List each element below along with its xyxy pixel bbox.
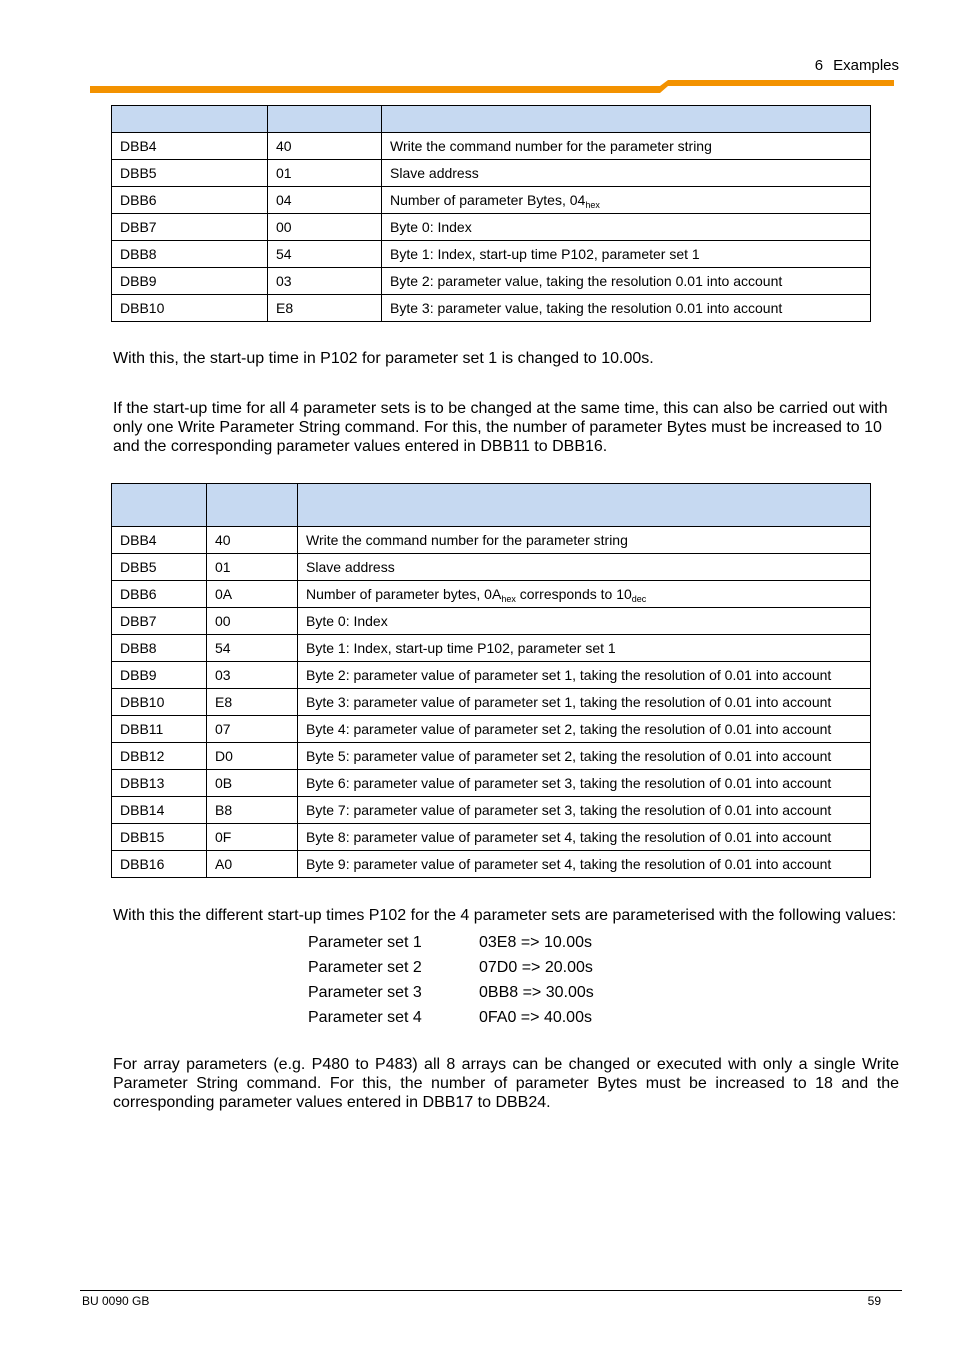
description-text: Byte 6: parameter value of parameter set 3, taking the resolution of 0.01 into account (306, 775, 832, 791)
byte-cell: DBB10 (112, 295, 268, 322)
footer-divider (80, 1290, 902, 1291)
description-cell (298, 797, 871, 824)
value-cell: 54 (207, 635, 298, 662)
description-text: Write the command number for the parameter string (390, 138, 712, 154)
value-cell: 00 (268, 214, 382, 241)
table-row (112, 608, 871, 635)
description-cell (382, 268, 871, 295)
table-row (112, 770, 871, 797)
description-cell (298, 608, 871, 635)
byte-cell: DBB7 (112, 214, 268, 241)
page-number: 59 (867, 1294, 881, 1308)
description-cell (382, 214, 871, 241)
byte-cell: DBB12 (112, 743, 207, 770)
table-row (112, 743, 871, 770)
paragraph-4: For array parameters (e.g. P480 to P483) all 8 arrays can be changed or executed with only a single Write Parameter String command. For this, the number of parameter Bytes must be increased to 18 and the corresponding parameter values entered in DBB17 to DBB24. (113, 1056, 899, 1111)
byte-cell: DBB7 (112, 608, 207, 635)
description-text: Number of parameter Bytes, 04 (390, 192, 586, 208)
description-text: Byte 1: Index, start-up time P102, parameter set 1 (390, 246, 700, 262)
table-row (112, 716, 871, 743)
value-cell: 0F (207, 824, 298, 851)
description-text: Byte 0: Index (390, 219, 472, 235)
description-text: Byte 7: parameter value of parameter set 3, taking the resolution of 0.01 into account (306, 802, 832, 818)
parameter-value-row (308, 955, 594, 980)
header-accent-bar (0, 0, 954, 100)
description-cell (382, 160, 871, 187)
description-cell (298, 581, 871, 608)
description-text: Byte 2: parameter value, taking the resolution 0.01 into account (390, 273, 783, 289)
description-text: Byte 4: parameter value of parameter set 2, taking the resolution of 0.01 into account (306, 721, 832, 737)
table-row (112, 241, 871, 268)
byte-cell: DBB14 (112, 797, 207, 824)
byte-cell: DBB15 (112, 824, 207, 851)
byte-cell: DBB8 (112, 635, 207, 662)
description-text: Write the command number for the parameter string (306, 532, 628, 548)
description-cell (382, 295, 871, 322)
value-cell: E8 (268, 295, 382, 322)
table-row (112, 160, 871, 187)
byte-cell: DBB6 (112, 187, 268, 214)
value-cell: 0A (207, 581, 298, 608)
value-cell: D0 (207, 743, 298, 770)
description-cell (382, 133, 871, 160)
value-cell: 54 (268, 241, 382, 268)
table-row (112, 689, 871, 716)
byte-cell: DBB5 (112, 554, 207, 581)
value-cell: 40 (268, 133, 382, 160)
table-row (112, 133, 871, 160)
parameter-string-table-1 (111, 105, 871, 322)
value-cell: B8 (207, 797, 298, 824)
document-id: BU 0090 GB (82, 1294, 150, 1308)
value-cell: 07 (207, 716, 298, 743)
description-text: Byte 3: parameter value of parameter set 1, taking the resolution of 0.01 into account (306, 694, 832, 710)
description-cell (382, 187, 871, 214)
byte-cell: DBB9 (112, 662, 207, 689)
table-header-row (112, 484, 871, 527)
table-header-row (112, 106, 871, 133)
parameter-set-value: 07D0 => 20.00s (479, 958, 593, 976)
description-text: Slave address (390, 165, 479, 181)
table-row (112, 662, 871, 689)
parameter-value-row (308, 1005, 594, 1030)
description-text: Number of parameter bytes, 0A (306, 586, 502, 602)
value-cell: 03 (207, 662, 298, 689)
table-row (112, 554, 871, 581)
paragraph-1: With this, the start-up time in P102 for parameter set 1 is changed to 10.00s. (113, 350, 654, 367)
parameter-value-list (308, 930, 594, 1030)
value-cell: 04 (268, 187, 382, 214)
parameter-set-label: Parameter set 4 (308, 1008, 422, 1026)
value-cell: 00 (207, 608, 298, 635)
table-row (112, 214, 871, 241)
table-row (112, 268, 871, 295)
byte-cell: DBB5 (112, 160, 268, 187)
table-row (112, 635, 871, 662)
description-text: Byte 5: parameter value of parameter set 2, taking the resolution of 0.01 into account (306, 748, 832, 764)
description-cell (298, 554, 871, 581)
table-row (112, 527, 871, 554)
parameter-set-value: 0FA0 => 40.00s (479, 1008, 592, 1026)
description-text: Byte 8: parameter value of parameter set 4, taking the resolution of 0.01 into account (306, 829, 832, 845)
parameter-value-row (308, 930, 594, 955)
description-text: Byte 0: Index (306, 613, 388, 629)
table-row (112, 797, 871, 824)
byte-cell: DBB13 (112, 770, 207, 797)
paragraph-3: With this the different start-up times P102 for the 4 parameter sets are parameterised with the following values: (113, 907, 897, 924)
value-cell: 01 (207, 554, 298, 581)
table-row (112, 851, 871, 878)
description-cell (298, 824, 871, 851)
byte-cell: DBB6 (112, 581, 207, 608)
parameter-set-label: Parameter set 2 (308, 958, 422, 976)
description-text: Slave address (306, 559, 395, 575)
byte-cell: DBB8 (112, 241, 268, 268)
description-cell (298, 527, 871, 554)
description-text: Byte 2: parameter value of parameter set 1, taking the resolution of 0.01 into account (306, 667, 832, 683)
description-cell (298, 635, 871, 662)
byte-cell: DBB9 (112, 268, 268, 295)
description-cell (298, 851, 871, 878)
description-cell (298, 770, 871, 797)
value-cell: 01 (268, 160, 382, 187)
byte-cell: DBB4 (112, 133, 268, 160)
value-cell: E8 (207, 689, 298, 716)
parameter-set-label: Parameter set 1 (308, 933, 422, 951)
parameter-set-label: Parameter set 3 (308, 983, 422, 1001)
value-cell: 03 (268, 268, 382, 295)
byte-cell: DBB11 (112, 716, 207, 743)
table-row (112, 824, 871, 851)
byte-cell: DBB16 (112, 851, 207, 878)
chapter-number: 6 (814, 57, 824, 74)
parameter-value-row (308, 980, 594, 1005)
value-cell: 0B (207, 770, 298, 797)
parameter-set-value: 03E8 => 10.00s (479, 933, 592, 951)
paragraph-2: If the start-up time for all 4 parameter sets is to be changed at the same time, this can also be carried out with only one Write Parameter String command. For this, the number of parameter Bytes must be increased to 10 and the corresponding parameter values entered in DBB11 to DBB16. (113, 400, 888, 455)
table-row (112, 581, 871, 608)
description-cell (298, 689, 871, 716)
subscript: hex (501, 594, 516, 604)
subscript: hex (585, 200, 600, 210)
description-text: Byte 3: parameter value, taking the resolution 0.01 into account (390, 300, 783, 316)
table-row (112, 187, 871, 214)
description-text: corresponds to 10 (515, 586, 632, 602)
description-text: Byte 1: Index, start-up time P102, parameter set 1 (306, 640, 616, 656)
value-cell: A0 (207, 851, 298, 878)
description-cell (298, 743, 871, 770)
byte-cell: DBB10 (112, 689, 207, 716)
parameter-set-value: 0BB8 => 30.00s (479, 983, 594, 1001)
value-cell: 40 (207, 527, 298, 554)
byte-cell: DBB4 (112, 527, 207, 554)
description-cell (298, 662, 871, 689)
table-row (112, 295, 871, 322)
subscript: dec (631, 594, 647, 604)
description-cell (298, 716, 871, 743)
description-text: Byte 9: parameter value of parameter set 4, taking the resolution of 0.01 into account (306, 856, 832, 872)
parameter-string-table-2 (111, 483, 871, 878)
chapter-title: Examples (833, 57, 899, 74)
description-cell (382, 241, 871, 268)
